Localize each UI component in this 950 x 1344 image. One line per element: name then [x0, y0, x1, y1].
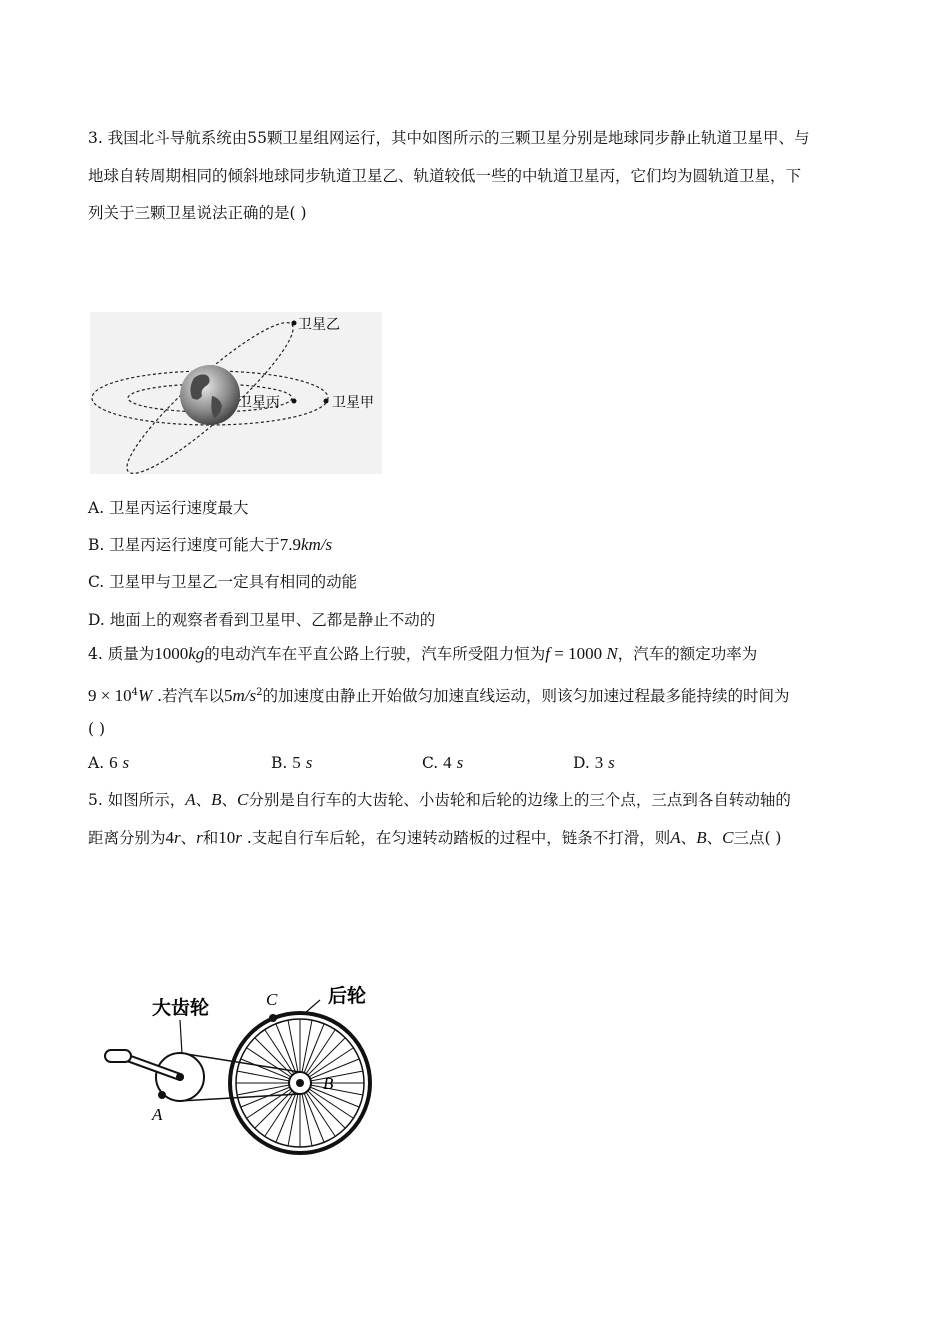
rear-wheel-icon	[230, 1013, 370, 1153]
label-point-a: A	[152, 1105, 163, 1124]
q3-option-c: C. 卫星甲与卫星乙一定具有相同的动能	[88, 573, 358, 591]
q3-option-a: A. 卫星丙运行速度最大	[88, 499, 249, 517]
q3-stem-line1: 3. 我国北斗导航系统由55颗卫星组网运行，其中如图所示的三颗卫星分别是地球同步静止轨道卫星甲、与	[88, 129, 810, 147]
q3-option-b: B. 卫星丙运行速度可能大于7.9km/s	[88, 535, 333, 554]
label-point-b: B	[323, 1074, 334, 1093]
satellite-orbit-figure	[90, 312, 382, 474]
q4-option-a: A. 6 s	[88, 753, 130, 772]
label-satellite-jia: 卫星甲	[332, 395, 374, 411]
q4-stem-line3: ( )	[88, 720, 106, 738]
label-rear-wheel: 后轮	[328, 985, 367, 1007]
label-satellite-yi: 卫星乙	[298, 317, 340, 333]
q3-stem-line3: 列关于三颗卫星说法正确的是( )	[88, 204, 307, 222]
label-satellite-bing: 卫星丙	[238, 395, 280, 411]
q3-stem-line2: 地球自转周期相同的倾斜地球同步轨道卫星乙、轨道较低一些的中轨道卫星丙，它们均为圆轨道卫星，下	[88, 167, 802, 185]
q4-stem-line2: $9 \times 10^4W$ .若汽车以$5m/s^2$的加速度由静止开始做匀加速直线运动，则该匀加速过程最多能持续的时间为	[88, 686, 790, 706]
label-big-gear: 大齿轮	[152, 997, 210, 1019]
earth-icon	[180, 365, 240, 425]
q5-stem-line2: 距离分别为4r、r和10r .支起自行车后轮，在匀速转动踏板的过程中，链条不打滑，则A、B、C三点( )	[88, 828, 782, 847]
q5-stem-line1: 5. 如图所示，A、B、C分别是自行车的大齿轮、小齿轮和后轮的边缘上的三个点，三点到各自转动轴的	[88, 790, 791, 809]
bicycle-gear-figure	[100, 980, 380, 1156]
label-point-c: C	[266, 990, 278, 1009]
q4-option-c: C. 4 s	[422, 753, 464, 772]
q4-stem-line1: 4. 质量为1000kg的电动汽车在平直公路上行驶，汽车所受阻力恒为f = 1000 N，汽车的额定功率为	[88, 644, 758, 663]
q4-option-b: B. 5 s	[271, 753, 313, 772]
q3-option-d: D. 地面上的观察者看到卫星甲、乙都是静止不动的	[88, 611, 436, 629]
q4-option-d: D. 3 s	[573, 753, 615, 772]
pedal-icon	[105, 1050, 131, 1062]
